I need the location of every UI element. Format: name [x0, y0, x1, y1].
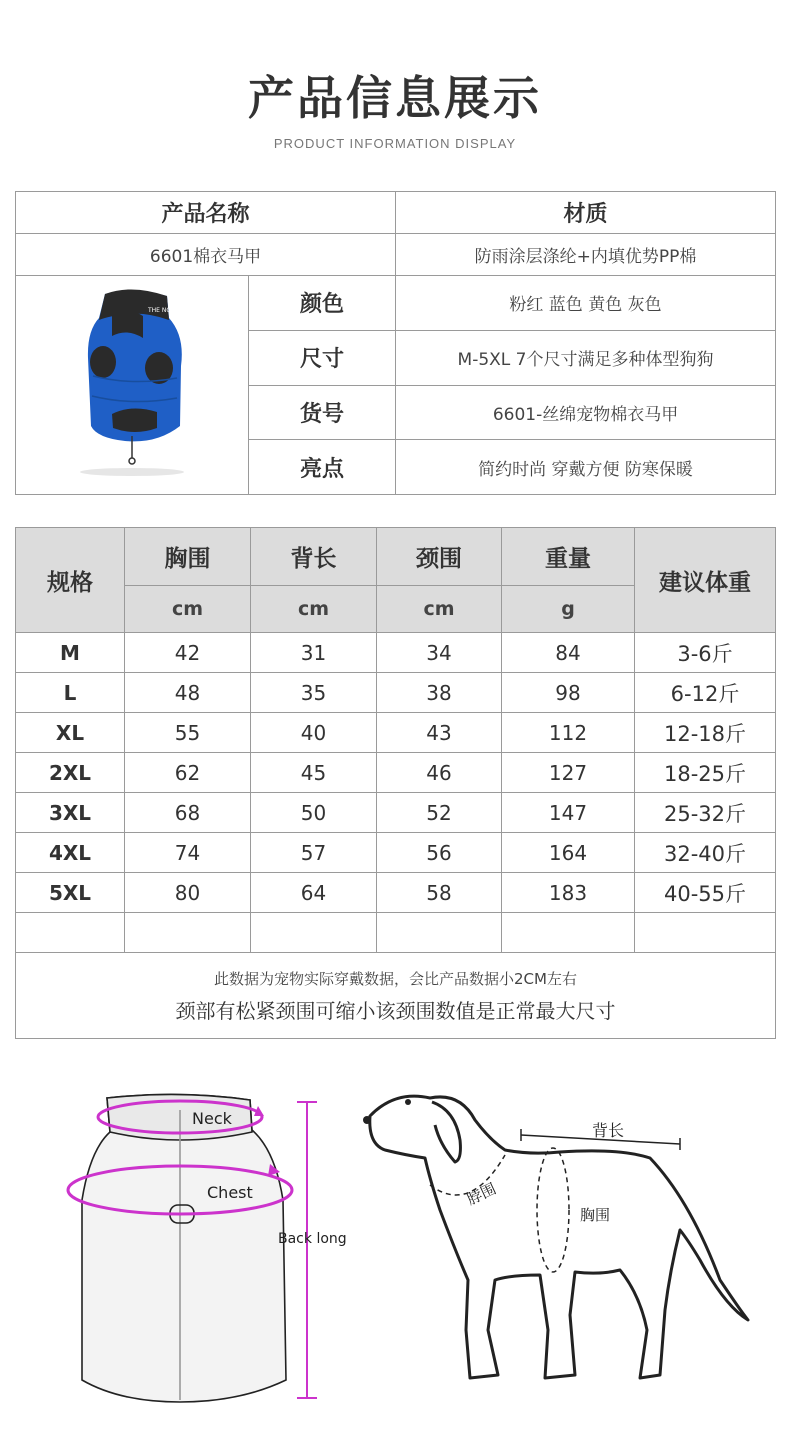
size-row [16, 633, 776, 673]
back-length-header: 背长 [251, 528, 377, 586]
suggested-weight-cell: 32-40斤 [635, 833, 776, 873]
dog-neck-label: 脖围 [464, 1179, 499, 1209]
chest-header: 胸围 [125, 528, 251, 586]
back-length-cell: 64 [251, 873, 377, 913]
note-line-1: 此数据为宠物实际穿戴数据，会比产品数据小2CM左右 [214, 969, 577, 988]
color-value: 粉红 蓝色 黄色 灰色 [396, 276, 776, 331]
chest-unit: cm [125, 586, 251, 633]
back-length-cell: 50 [251, 793, 377, 833]
neck-cell: 46 [377, 753, 502, 793]
highlight-value: 简约时尚 穿戴方便 防寒保暖 [396, 440, 776, 495]
neck-unit: cm [377, 586, 502, 633]
size-row [16, 673, 776, 713]
weight-cell: 164 [502, 833, 635, 873]
size-label: 尺寸 [249, 330, 396, 385]
item-number-label: 货号 [249, 385, 396, 440]
suggested-weight-cell: 18-25斤 [635, 753, 776, 793]
item-number-value: 6601-丝绵宠物棉衣马甲 [396, 385, 776, 440]
size-cell: M [16, 633, 125, 673]
back-length-cell: 57 [251, 833, 377, 873]
back-length-cell: 40 [251, 713, 377, 753]
size-cell: L [16, 673, 125, 713]
chest-cell: 42 [125, 633, 251, 673]
size-row [16, 793, 776, 833]
material-value: 防雨涂层涤纶+内填优势PP棉 [396, 234, 776, 276]
suggested-weight-header: 建议体重 [635, 528, 776, 633]
dog-chest-loop [537, 1148, 569, 1272]
material-header: 材质 [396, 192, 776, 234]
back-long-label: Back long [278, 1231, 347, 1247]
neck-cell: 38 [377, 673, 502, 713]
size-cell: 5XL [16, 873, 125, 913]
weight-cell: 112 [502, 713, 635, 753]
vest-image [17, 276, 248, 490]
neck-cell: 52 [377, 793, 502, 833]
suggested-weight-cell: 25-32斤 [635, 793, 776, 833]
size-cell: 3XL [16, 793, 125, 833]
vest-logo: THE NORTH FACE [147, 307, 200, 314]
size-row [16, 753, 776, 793]
neck-header: 颈围 [377, 528, 502, 586]
page-title: 产品信息展示 [248, 71, 542, 125]
size-table [15, 527, 776, 1039]
neck-cell: 34 [377, 633, 502, 673]
page-subtitle: PRODUCT INFORMATION DISPLAY [273, 136, 517, 151]
size-row [16, 833, 776, 873]
chest-cell: 80 [125, 873, 251, 913]
measurement-diagram [0, 1080, 790, 1420]
suggested-weight-cell: 6-12斤 [635, 673, 776, 713]
back-length-cell: 35 [251, 673, 377, 713]
size-cell: 2XL [16, 753, 125, 793]
product-name-value: 6601棉衣马甲 [16, 234, 396, 276]
weight-cell: 147 [502, 793, 635, 833]
size-cell: 4XL [16, 833, 125, 873]
weight-unit: g [502, 586, 635, 633]
size-cell: XL [16, 713, 125, 753]
neck-cell: 56 [377, 833, 502, 873]
suggested-weight-cell: 3-6斤 [635, 633, 776, 673]
back-length-unit: cm [251, 586, 377, 633]
dog-chest-label: 胸围 [580, 1206, 611, 1224]
size-row [16, 873, 776, 913]
size-note [16, 953, 776, 1039]
chest-cell: 55 [125, 713, 251, 753]
size-row [16, 713, 776, 753]
chest-cell: 62 [125, 753, 251, 793]
empty-row [16, 913, 776, 953]
color-label: 颜色 [249, 276, 396, 331]
chest-cell: 74 [125, 833, 251, 873]
product-image [16, 276, 249, 495]
suggested-weight-cell: 12-18斤 [635, 713, 776, 753]
back-length-cell: 31 [251, 633, 377, 673]
product-name-header: 产品名称 [16, 192, 396, 234]
weight-cell: 98 [502, 673, 635, 713]
spec-header: 规格 [16, 528, 125, 633]
weight-header: 重量 [502, 528, 635, 586]
chest-label: Chest [207, 1183, 253, 1202]
chest-cell: 48 [125, 673, 251, 713]
dog-outline [370, 1096, 748, 1378]
chest-cell: 68 [125, 793, 251, 833]
note-line-2: 颈部有松紧颈围可缩小该颈围数值是正常最大尺寸 [175, 998, 616, 1023]
size-value: M-5XL 7个尺寸满足多种体型狗狗 [396, 330, 776, 385]
back-length-cell: 45 [251, 753, 377, 793]
highlight-label: 亮点 [249, 440, 396, 495]
neck-cell: 43 [377, 713, 502, 753]
weight-cell: 127 [502, 753, 635, 793]
suggested-weight-cell: 40-55斤 [635, 873, 776, 913]
weight-cell: 183 [502, 873, 635, 913]
dog-back-label: 背长 [592, 1121, 625, 1140]
weight-cell: 84 [502, 633, 635, 673]
vest-outline [82, 1094, 286, 1402]
product-info-table [15, 191, 776, 495]
neck-label: Neck [192, 1109, 232, 1128]
neck-cell: 58 [377, 873, 502, 913]
